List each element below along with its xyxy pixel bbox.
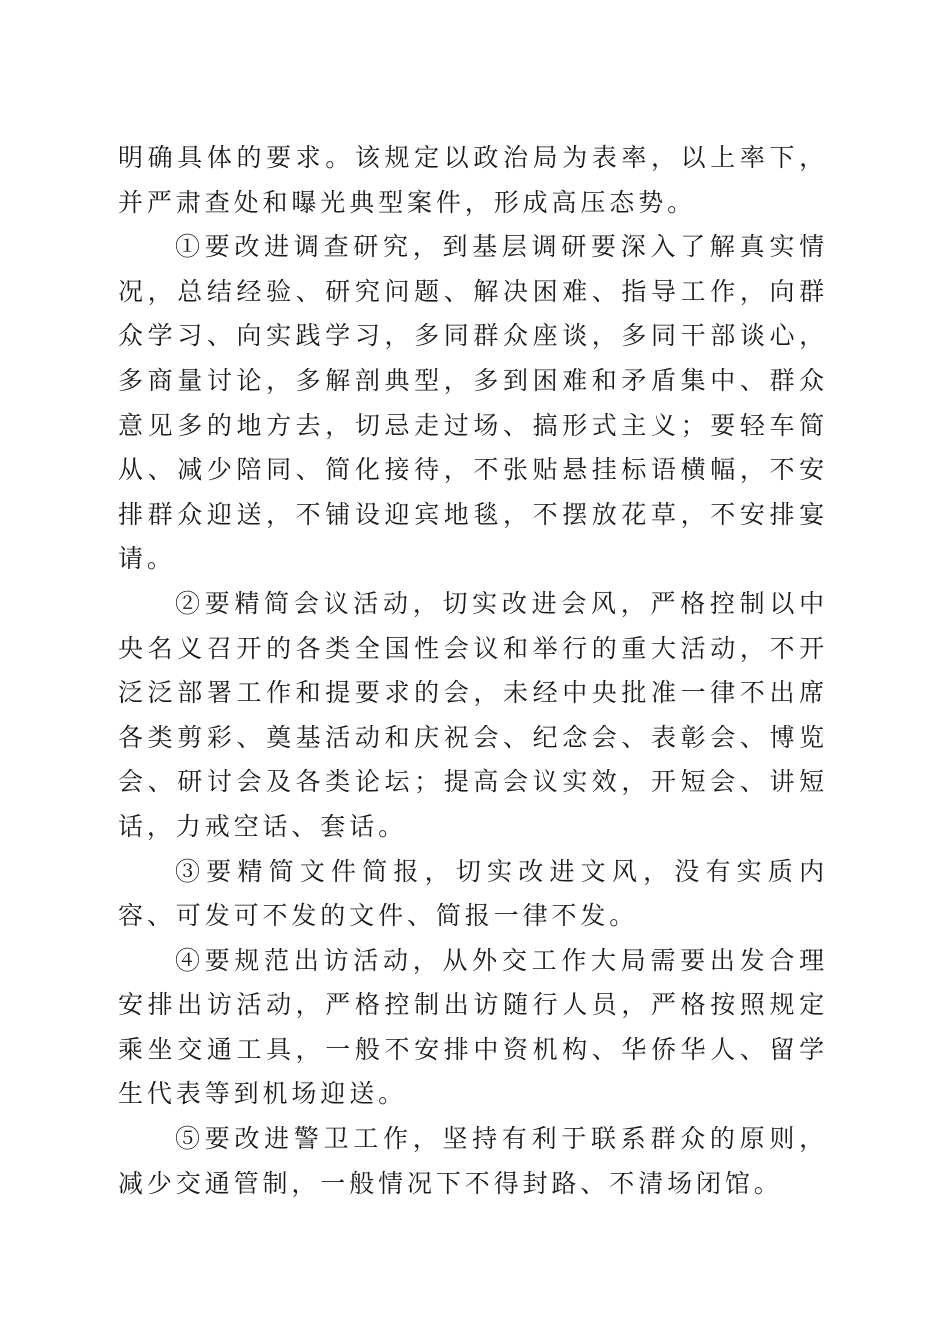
paragraph-item-3: ③要精简文件简报，切实改进文风，没有实质内容、可发可不发的文件、简报一律不发。 <box>118 856 828 931</box>
paragraph-intro: 明确具体的要求。该规定以政治局为表率，以上率下，并严肃查处和曝光典型案件，形成高压态势。 <box>118 143 828 217</box>
document-body <box>118 136 828 1206</box>
paragraph-item-5: ⑤要改进警卫工作，坚持有利于联系群众的原则，减少交通管制，一般情况下不得封路、不清场闭馆。 <box>118 1124 828 1198</box>
paragraph-item-2: ②要精简会议活动，切实改进会风，严格控制以中央名义召开的各类全国性会议和举行的重大活动，不开泛泛部署工作和提要求的会，未经中央批准一律不出席各类剪彩、奠基活动和庆祝会、纪念会、表彰会、博览会、研讨会及各类论坛；提高会议实效，开短会、讲短话，力戒空话、套话。 <box>118 588 828 841</box>
paragraph-item-1: ①要改进调查研究，到基层调研要深入了解真实情况，总结经验、研究问题、解决困难、指导工作，向群众学习、向实践学习，多同群众座谈，多同干部谈心，多商量讨论，多解剖典型，多到困难和矛盾集中、群众意见多的地方去，切忌走过场、搞形式主义；要轻车简从、减少陪同、简化接待，不张贴悬挂标语横幅，不安排群众迎送，不铺设迎宾地毯，不摆放花草，不安排宴请。 <box>118 232 828 574</box>
paragraph-item-4: ④要规范出访活动，从外交工作大局需要出发合理安排出访活动，严格控制出访随行人员，严格按照规定乘坐交通工具，一般不安排中资机构、华侨华人、留学生代表等到机场迎送。 <box>118 945 828 1109</box>
